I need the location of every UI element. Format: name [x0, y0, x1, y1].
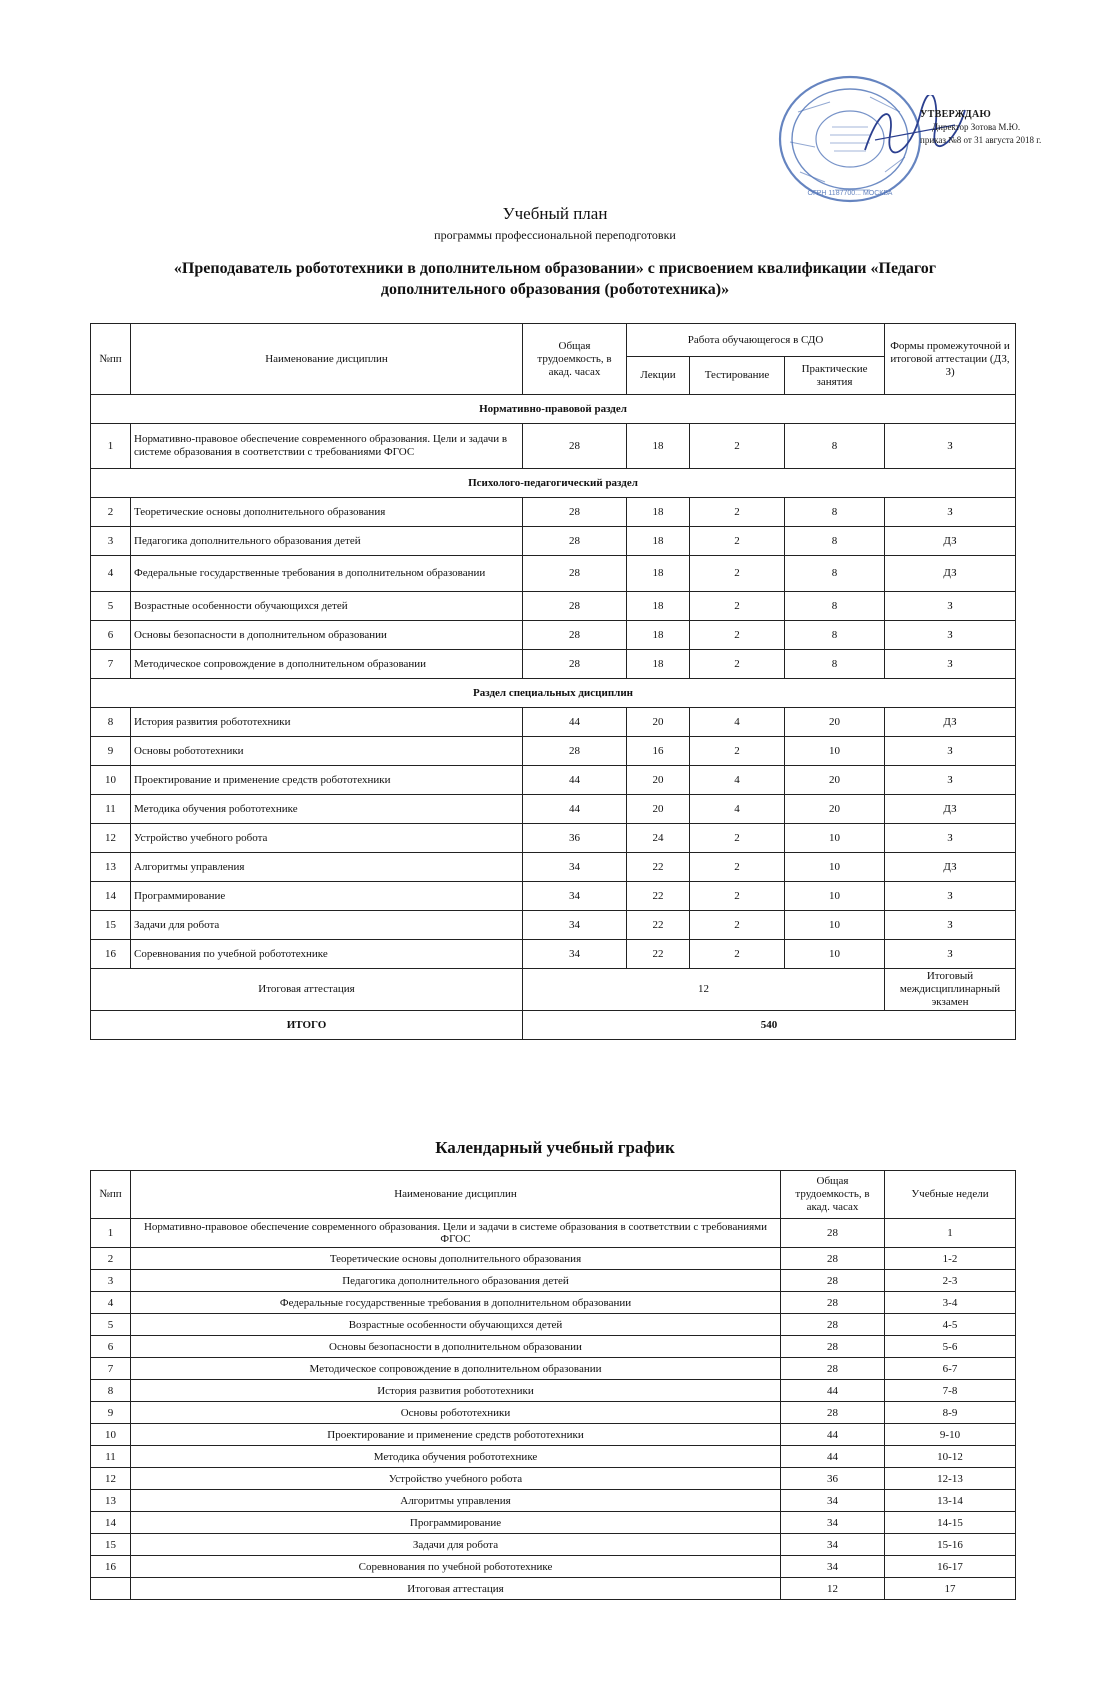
- hours-cell: 28: [523, 527, 627, 556]
- schedule-row: [91, 1468, 1016, 1490]
- testing-cell: 2: [690, 911, 785, 940]
- table-row: [91, 737, 1016, 766]
- schedule-row: [91, 1490, 1016, 1512]
- table-row: [91, 621, 1016, 650]
- attestation-form-cell: ДЗ: [885, 708, 1016, 737]
- practice-cell: 8: [785, 621, 885, 650]
- row-number: 9: [91, 1402, 131, 1424]
- seal-text: ОГРН 1187700... МОСКВА: [807, 190, 893, 197]
- row-number: 2: [91, 498, 131, 527]
- practice-cell: 10: [785, 853, 885, 882]
- practice-cell: 20: [785, 795, 885, 824]
- sched-header-name: Наименование дисциплин: [131, 1171, 781, 1219]
- testing-cell: 2: [690, 882, 785, 911]
- hours-cell: 34: [781, 1512, 885, 1534]
- hours-cell: 28: [781, 1336, 885, 1358]
- practice-cell: 10: [785, 940, 885, 969]
- row-number: 6: [91, 1336, 131, 1358]
- row-number: 3: [91, 1270, 131, 1292]
- lectures-cell: 20: [627, 708, 690, 737]
- practice-cell: 8: [785, 592, 885, 621]
- table-row: [91, 527, 1016, 556]
- testing-cell: 2: [690, 940, 785, 969]
- weeks-cell: 3-4: [885, 1292, 1016, 1314]
- attestation-form-cell: З: [885, 911, 1016, 940]
- discipline-name: Устройство учебного робота: [131, 824, 523, 853]
- testing-cell: 2: [690, 424, 785, 469]
- row-number: 5: [91, 1314, 131, 1336]
- approval-title: УТВЕРЖДАЮ: [920, 109, 992, 120]
- discipline-name: Основы робототехники: [131, 1402, 781, 1424]
- final-attestation-row: [91, 969, 1016, 1011]
- row-number: 7: [91, 1358, 131, 1380]
- approval-block: [920, 108, 1070, 147]
- weeks-cell: 6-7: [885, 1358, 1016, 1380]
- discipline-name: Соревнования по учебной робототехнике: [131, 1556, 781, 1578]
- discipline-name: Проектирование и применение средств робототехники: [131, 766, 523, 795]
- schedule-row: [91, 1248, 1016, 1270]
- col-header-name: Наименование дисциплин: [131, 324, 523, 395]
- lectures-cell: 18: [627, 650, 690, 679]
- sched-header-weeks: Учебные недели: [885, 1171, 1016, 1219]
- hours-cell: 34: [781, 1534, 885, 1556]
- discipline-name: Нормативно-правовое обеспечение современного образования. Цели и задачи в системе образования в соответствии с требованиями ФГОС: [131, 1219, 781, 1248]
- hours-cell: 28: [523, 498, 627, 527]
- weeks-cell: 13-14: [885, 1490, 1016, 1512]
- discipline-name: Алгоритмы управления: [131, 853, 523, 882]
- hours-cell: 28: [781, 1248, 885, 1270]
- practice-cell: 8: [785, 527, 885, 556]
- sched-header-hours: Общая трудоемкость, в акад. часах: [781, 1171, 885, 1219]
- hours-cell: 12: [781, 1578, 885, 1600]
- row-number: 11: [91, 1446, 131, 1468]
- row-number: 8: [91, 708, 131, 737]
- schedule-title: Календарный учебный график: [435, 1138, 675, 1157]
- section-title: Раздел специальных дисциплин: [91, 679, 1016, 708]
- discipline-name: Нормативно-правовое обеспечение современного образования. Цели и задачи в системе образования в соответствии с требованиями ФГОС: [131, 424, 523, 469]
- hours-cell: 44: [523, 766, 627, 795]
- testing-cell: 4: [690, 708, 785, 737]
- hours-cell: 28: [781, 1402, 885, 1424]
- table-row: [91, 911, 1016, 940]
- row-number: 12: [91, 1468, 131, 1490]
- weeks-cell: 1-2: [885, 1248, 1016, 1270]
- approval-order: приказ №8 от 31 августа 2018 г.: [920, 135, 1042, 145]
- col-header-num: №пп: [91, 324, 131, 395]
- hours-cell: 28: [781, 1292, 885, 1314]
- col-header-practice: Практические занятия: [785, 357, 885, 395]
- table-row: [91, 882, 1016, 911]
- lectures-cell: 18: [627, 621, 690, 650]
- hours-cell: 34: [523, 940, 627, 969]
- row-number: 14: [91, 882, 131, 911]
- practice-cell: 8: [785, 650, 885, 679]
- discipline-name: Методическое сопровождение в дополнительном образовании: [131, 650, 523, 679]
- weeks-cell: 8-9: [885, 1402, 1016, 1424]
- discipline-name: Возрастные особенности обучающихся детей: [131, 592, 523, 621]
- row-number: 10: [91, 766, 131, 795]
- hours-cell: 44: [523, 795, 627, 824]
- section-title: Психолого-педагогический раздел: [91, 469, 1016, 498]
- schedule-row: [91, 1380, 1016, 1402]
- section-title: Нормативно-правовой раздел: [91, 395, 1016, 424]
- attestation-form-cell: ДЗ: [885, 853, 1016, 882]
- lectures-cell: 24: [627, 824, 690, 853]
- hours-cell: 28: [523, 424, 627, 469]
- discipline-name: Проектирование и применение средств робототехники: [131, 1424, 781, 1446]
- lectures-cell: 22: [627, 940, 690, 969]
- row-number: 12: [91, 824, 131, 853]
- discipline-name: Педагогика дополнительного образования детей: [131, 1270, 781, 1292]
- attestation-form-cell: З: [885, 650, 1016, 679]
- attestation-form-cell: З: [885, 621, 1016, 650]
- hours-cell: 28: [523, 737, 627, 766]
- schedule-row: [91, 1512, 1016, 1534]
- schedule-row: [91, 1219, 1016, 1248]
- hours-cell: 28: [781, 1219, 885, 1248]
- row-number: 7: [91, 650, 131, 679]
- hours-cell: 28: [523, 621, 627, 650]
- row-number: 10: [91, 1424, 131, 1446]
- total-label: ИТОГО: [91, 1011, 523, 1040]
- row-number: 4: [91, 1292, 131, 1314]
- discipline-name: Методика обучения робототехнике: [131, 795, 523, 824]
- hours-cell: 44: [781, 1424, 885, 1446]
- discipline-name: Программирование: [131, 882, 523, 911]
- program-title: «Преподаватель робототехники в дополнительном образовании» с присвоением квалификации «Педагог дополнительного образования (робототехника)»: [173, 260, 937, 298]
- weeks-cell: 15-16: [885, 1534, 1016, 1556]
- discipline-name: Задачи для робота: [131, 1534, 781, 1556]
- testing-cell: 2: [690, 498, 785, 527]
- testing-cell: 2: [690, 527, 785, 556]
- schedule-row: [91, 1424, 1016, 1446]
- attestation-form-cell: З: [885, 882, 1016, 911]
- weeks-cell: 5-6: [885, 1336, 1016, 1358]
- discipline-name: Федеральные государственные требования в дополнительном образовании: [131, 556, 523, 592]
- discipline-name: Соревнования по учебной робототехнике: [131, 940, 523, 969]
- table-row: [91, 650, 1016, 679]
- hours-cell: 36: [523, 824, 627, 853]
- weeks-cell: 2-3: [885, 1270, 1016, 1292]
- testing-cell: 2: [690, 556, 785, 592]
- discipline-name: Педагогика дополнительного образования детей: [131, 527, 523, 556]
- table-row: [91, 795, 1016, 824]
- practice-cell: 10: [785, 882, 885, 911]
- practice-cell: 8: [785, 424, 885, 469]
- schedule-table: [90, 1170, 1016, 1600]
- row-number: 14: [91, 1512, 131, 1534]
- schedule-row: [91, 1358, 1016, 1380]
- weeks-cell: 9-10: [885, 1424, 1016, 1446]
- schedule-row: [91, 1336, 1016, 1358]
- practice-cell: 8: [785, 556, 885, 592]
- lectures-cell: 22: [627, 911, 690, 940]
- row-number: 16: [91, 940, 131, 969]
- final-attestation-hours: 12: [523, 969, 885, 1011]
- schedule-row: [91, 1556, 1016, 1578]
- document-title: Учебный план: [502, 204, 608, 223]
- practice-cell: 10: [785, 824, 885, 853]
- testing-cell: 2: [690, 592, 785, 621]
- weeks-cell: 7-8: [885, 1380, 1016, 1402]
- table-row: [91, 424, 1016, 469]
- lectures-cell: 22: [627, 853, 690, 882]
- col-header-lectures: Лекции: [627, 357, 690, 395]
- total-row: [91, 1011, 1016, 1040]
- curriculum-table: [90, 323, 1016, 1040]
- discipline-name: Методика обучения робототехнике: [131, 1446, 781, 1468]
- row-number: 2: [91, 1248, 131, 1270]
- attestation-form-cell: ДЗ: [885, 795, 1016, 824]
- attestation-form-cell: ДЗ: [885, 527, 1016, 556]
- schedule-row: [91, 1578, 1016, 1600]
- discipline-name: Теоретические основы дополнительного образования: [131, 1248, 781, 1270]
- practice-cell: 10: [785, 911, 885, 940]
- attestation-form-cell: З: [885, 592, 1016, 621]
- hours-cell: 28: [523, 650, 627, 679]
- lectures-cell: 18: [627, 556, 690, 592]
- table-row: [91, 824, 1016, 853]
- lectures-cell: 16: [627, 737, 690, 766]
- col-header-forms: Формы промежуточной и итоговой аттестации (ДЗ, З): [885, 324, 1016, 395]
- row-number: 3: [91, 527, 131, 556]
- row-number: 13: [91, 853, 131, 882]
- discipline-name: Итоговая аттестация: [131, 1578, 781, 1600]
- section-row: [91, 679, 1016, 708]
- row-number: 15: [91, 911, 131, 940]
- practice-cell: 20: [785, 708, 885, 737]
- discipline-name: Задачи для робота: [131, 911, 523, 940]
- discipline-name: Теоретические основы дополнительного образования: [131, 498, 523, 527]
- weeks-cell: 4-5: [885, 1314, 1016, 1336]
- hours-cell: 28: [523, 556, 627, 592]
- discipline-name: Устройство учебного робота: [131, 1468, 781, 1490]
- discipline-name: Алгоритмы управления: [131, 1490, 781, 1512]
- discipline-name: Программирование: [131, 1512, 781, 1534]
- total-hours: 540: [523, 1011, 1016, 1040]
- attestation-form-cell: З: [885, 824, 1016, 853]
- attestation-form-cell: З: [885, 940, 1016, 969]
- testing-cell: 2: [690, 650, 785, 679]
- document-subtitle: программы профессиональной переподготовки: [434, 228, 676, 242]
- row-number: 9: [91, 737, 131, 766]
- lectures-cell: 18: [627, 424, 690, 469]
- hours-cell: 34: [523, 882, 627, 911]
- sched-header-num: №пп: [91, 1171, 131, 1219]
- testing-cell: 4: [690, 795, 785, 824]
- attestation-form-cell: З: [885, 737, 1016, 766]
- lectures-cell: 22: [627, 882, 690, 911]
- final-attestation-form: Итоговый междисциплинарный экзамен: [885, 969, 1016, 1011]
- lectures-cell: 20: [627, 795, 690, 824]
- col-header-hours: Общая трудоемкость, в акад. часах: [523, 324, 627, 395]
- weeks-cell: 16-17: [885, 1556, 1016, 1578]
- table-row: [91, 498, 1016, 527]
- section-row: [91, 395, 1016, 424]
- testing-cell: 2: [690, 737, 785, 766]
- schedule-row: [91, 1402, 1016, 1424]
- row-number: 6: [91, 621, 131, 650]
- hours-cell: 44: [523, 708, 627, 737]
- hours-cell: 28: [781, 1314, 885, 1336]
- testing-cell: 4: [690, 766, 785, 795]
- row-number: 4: [91, 556, 131, 592]
- row-number: 1: [91, 424, 131, 469]
- discipline-name: Возрастные особенности обучающихся детей: [131, 1314, 781, 1336]
- table-row: [91, 708, 1016, 737]
- weeks-cell: 10-12: [885, 1446, 1016, 1468]
- table-row: [91, 556, 1016, 592]
- row-number: 15: [91, 1534, 131, 1556]
- hours-cell: 34: [523, 911, 627, 940]
- hours-cell: 34: [781, 1556, 885, 1578]
- hours-cell: 44: [781, 1380, 885, 1402]
- lectures-cell: 18: [627, 498, 690, 527]
- testing-cell: 2: [690, 853, 785, 882]
- schedule-body: [91, 1219, 1016, 1600]
- schedule-row: [91, 1534, 1016, 1556]
- schedule-row: [91, 1314, 1016, 1336]
- schedule-row: [91, 1270, 1016, 1292]
- approval-stamp-area: [760, 70, 1060, 210]
- col-header-testing: Тестирование: [690, 357, 785, 395]
- attestation-form-cell: З: [885, 424, 1016, 469]
- discipline-name: Основы безопасности в дополнительном образовании: [131, 621, 523, 650]
- testing-cell: 2: [690, 621, 785, 650]
- curriculum-body: [91, 395, 1016, 1040]
- discipline-name: Основы робототехники: [131, 737, 523, 766]
- schedule-row: [91, 1446, 1016, 1468]
- weeks-cell: 12-13: [885, 1468, 1016, 1490]
- row-number: 11: [91, 795, 131, 824]
- schedule-row: [91, 1292, 1016, 1314]
- weeks-cell: 1: [885, 1219, 1016, 1248]
- row-number: 13: [91, 1490, 131, 1512]
- discipline-name: История развития робототехники: [131, 1380, 781, 1402]
- discipline-name: Федеральные государственные требования в дополнительном образовании: [131, 1292, 781, 1314]
- weeks-cell: 14-15: [885, 1512, 1016, 1534]
- row-number: [91, 1578, 131, 1600]
- testing-cell: 2: [690, 824, 785, 853]
- lectures-cell: 18: [627, 592, 690, 621]
- table-row: [91, 766, 1016, 795]
- hours-cell: 28: [781, 1270, 885, 1292]
- hours-cell: 36: [781, 1468, 885, 1490]
- attestation-form-cell: З: [885, 766, 1016, 795]
- section-row: [91, 469, 1016, 498]
- final-attestation-label: Итоговая аттестация: [91, 969, 523, 1011]
- attestation-form-cell: ДЗ: [885, 556, 1016, 592]
- discipline-name: Методическое сопровождение в дополнительном образовании: [131, 1358, 781, 1380]
- practice-cell: 10: [785, 737, 885, 766]
- weeks-cell: 17: [885, 1578, 1016, 1600]
- lectures-cell: 18: [627, 527, 690, 556]
- lectures-cell: 20: [627, 766, 690, 795]
- table-row: [91, 940, 1016, 969]
- row-number: 16: [91, 1556, 131, 1578]
- practice-cell: 8: [785, 498, 885, 527]
- discipline-name: История развития робототехники: [131, 708, 523, 737]
- table-row: [91, 853, 1016, 882]
- attestation-form-cell: З: [885, 498, 1016, 527]
- approval-director: Директор Зотова М.Ю.: [932, 122, 1021, 132]
- hours-cell: 34: [781, 1490, 885, 1512]
- practice-cell: 20: [785, 766, 885, 795]
- hours-cell: 34: [523, 853, 627, 882]
- hours-cell: 28: [523, 592, 627, 621]
- discipline-name: Основы безопасности в дополнительном образовании: [131, 1336, 781, 1358]
- row-number: 5: [91, 592, 131, 621]
- table-row: [91, 592, 1016, 621]
- hours-cell: 28: [781, 1358, 885, 1380]
- row-number: 1: [91, 1219, 131, 1248]
- hours-cell: 44: [781, 1446, 885, 1468]
- row-number: 8: [91, 1380, 131, 1402]
- col-header-work: Работа обучающегося в СДО: [627, 324, 885, 357]
